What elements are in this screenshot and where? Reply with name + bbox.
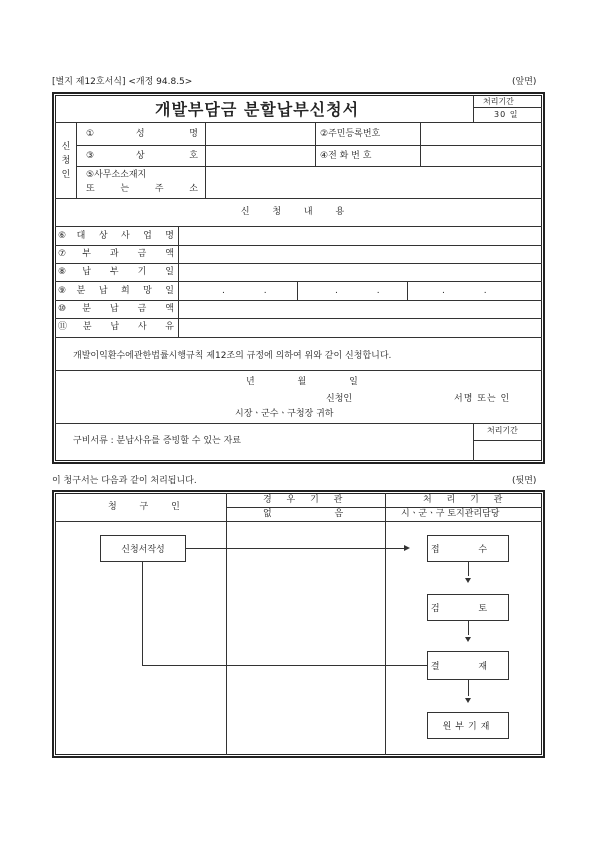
processing-period-value: 30 일 <box>494 110 519 119</box>
address-label-line2: 또 는 주 소 <box>86 184 198 194</box>
column-via-agency: 경 우 기 관 <box>263 495 349 505</box>
address-input[interactable] <box>206 167 541 197</box>
applicant-side-label-1: 신 <box>61 142 71 152</box>
installment-amount-label: ⑩분 납 금 액 <box>58 304 174 314</box>
step-write-application: 신청서작성 <box>100 535 186 562</box>
form-title: 개발부담금 분할납부신청서 <box>155 100 360 119</box>
trade-name-label: ③상 호 <box>86 151 198 161</box>
installment-amount-input[interactable] <box>179 301 541 317</box>
applicant-side-label-3: 인 <box>61 170 71 180</box>
installment-date-1[interactable]: . . <box>222 286 285 296</box>
back-page-label: (뒷면) <box>512 476 537 486</box>
form-reference: [별지 제12호서식] <개정 94.8.5> <box>52 77 193 87</box>
applicant-side-label-2: 청 <box>61 156 71 166</box>
installment-reason-input[interactable] <box>179 319 541 336</box>
arrow-down-icon <box>465 637 471 642</box>
resident-number-input[interactable] <box>421 123 541 144</box>
flow-intro: 이 청구서는 다음과 같이 처리됩니다. <box>52 476 197 486</box>
assessed-amount-label: ⑦부 과 금 액 <box>58 249 174 259</box>
column-processing-dept: 시ㆍ군ㆍ구 토지관리담당 <box>401 509 500 519</box>
required-documents: 구비서류 : 분납사유를 증빙할 수 있는 자료 <box>73 436 241 446</box>
front-page-label: (앞면) <box>512 77 537 87</box>
processing-period-label: 처리기간 <box>483 97 514 106</box>
column-via-none: 없 음 <box>263 509 374 519</box>
declaration-statement: 개발이익환수에관한법률시행규칙 제12조의 규정에 의하여 위와 같이 신청합니다. <box>73 351 392 361</box>
step-register: 원부기재 <box>427 712 509 739</box>
applicant-sign-label: 신청인 <box>326 394 353 404</box>
address-label-line1: ⑤사무소소재지 <box>86 170 147 180</box>
phone-label: ④전 화 번 호 <box>320 151 372 161</box>
column-processing-agency: 처 리 기 관 <box>423 495 509 505</box>
addressee: 시장ㆍ군수ㆍ구청장 귀하 <box>235 409 334 419</box>
processing-box-label: 처리기간 <box>487 426 518 435</box>
phone-input[interactable] <box>421 146 541 165</box>
project-name-label: ⑥대 상 사 업 명 <box>58 231 174 241</box>
installment-dates-label: ⑨분 납 희 망 일 <box>58 286 174 296</box>
installment-date-3[interactable]: . . <box>442 286 505 296</box>
installment-date-2[interactable]: . . <box>335 286 398 296</box>
project-name-input[interactable] <box>179 227 541 244</box>
signature-label: 서명 또는 인 <box>454 394 511 404</box>
arrow-down-icon <box>465 578 471 583</box>
name-input[interactable] <box>206 123 314 144</box>
trade-name-input[interactable] <box>206 146 314 165</box>
step-receive: 접 수 <box>427 535 509 562</box>
request-details-heading: 신 청 내 용 <box>240 207 355 217</box>
arrow-down-icon <box>465 698 471 703</box>
resident-number-label: ②주민등록번호 <box>320 129 381 139</box>
step-review: 검 토 <box>427 594 509 621</box>
assessed-amount-input[interactable] <box>179 246 541 262</box>
due-date-label: ⑧납 부 기 일 <box>58 267 174 277</box>
step-approve: 결 재 <box>427 651 509 680</box>
installment-reason-label: ⑪분 납 사 유 <box>58 322 174 332</box>
due-date-input[interactable] <box>179 264 541 280</box>
date-line: 년 월 일 <box>246 377 378 387</box>
column-applicant: 청 구 인 <box>108 502 190 512</box>
arrow-right-icon <box>404 545 410 551</box>
name-label: ①성 명 <box>86 129 198 139</box>
